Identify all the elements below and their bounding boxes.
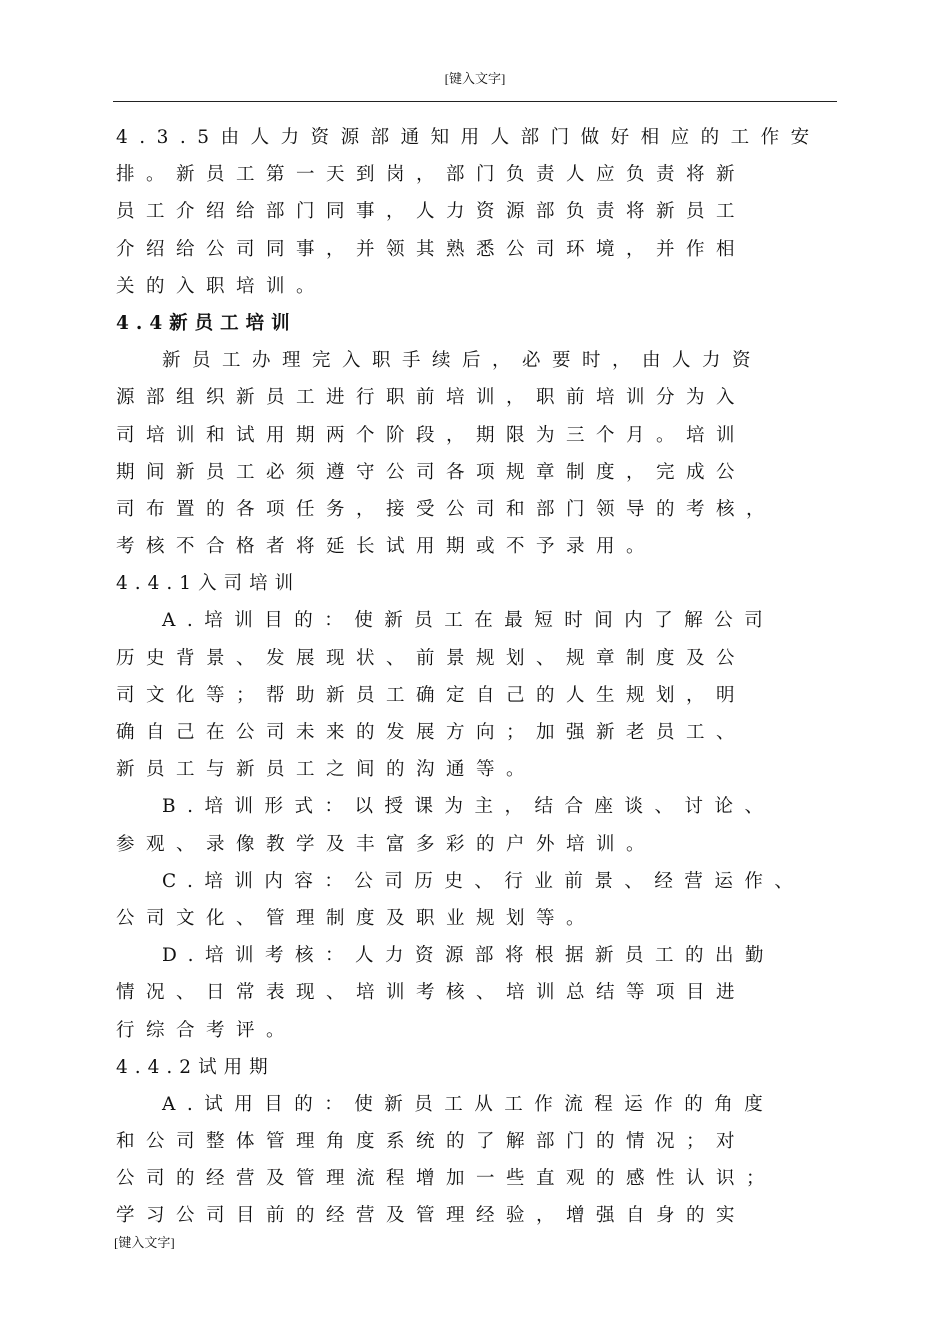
page-footer: [键入文字]: [114, 1235, 175, 1250]
text-line: 公司文化、管理制度及职业规划等。: [116, 907, 597, 929]
text-line: 排。新员工第一天到岗，部门负责人应负责将新: [116, 164, 747, 186]
section-heading: 4.4新员工培训: [116, 312, 297, 334]
subsection-heading: 4.4.1入司培训: [116, 573, 301, 595]
text-line: A.培训目的：使新员工在最短时间内了解公司: [162, 610, 775, 632]
page-header: [键入文字]: [444, 71, 506, 86]
text-line: 员工介绍给部门同事，人力资源部负责将新员工: [116, 201, 747, 223]
text-line: D.培训考核：人力资源部将根据新员工的出勤: [162, 945, 776, 967]
text-line: 源部组织新员工进行职前培训，职前培训分为入: [116, 387, 747, 409]
text-line: 新员工与新员工之间的沟通等。: [116, 759, 537, 781]
text-line: 关的入职培训。: [116, 275, 327, 297]
text-line: 期间新员工必须遵守公司各项规章制度，完成公: [116, 461, 747, 483]
text-line: 历史背景、发展现状、前景规划、规章制度及公: [116, 647, 747, 669]
text-line: A.试用目的：使新员工从工作流程运作的角度: [162, 1093, 775, 1115]
text-line: 司培训和试用期两个阶段，期限为三个月。培训: [116, 424, 747, 446]
text-line: 和公司整体管理角度系统的了解部门的情况；对: [116, 1131, 747, 1153]
text-line: 参观、录像教学及丰富多彩的户外培训。: [116, 833, 657, 855]
document-body: [116, 119, 840, 1235]
header-rule: [113, 101, 837, 102]
text-line: C.培训内容：公司历史、行业前景、经营运作、: [162, 870, 805, 892]
text-line: 确自己在公司未来的发展方向；加强新老员工、: [116, 722, 747, 743]
text-line: 考核不合格者将延长试用期或不予录用。: [116, 536, 657, 558]
text-line: 司布置的各项任务，接受公司和部门领导的考核，: [116, 498, 777, 520]
text-line: 4.3.5由人力资源部通知用人部门做好相应的工作安: [116, 127, 821, 148]
text-line: 新员工办理完入职手续后，必要时，由人力资: [162, 350, 763, 372]
text-line: 行综合考评。: [116, 1019, 297, 1041]
text-line: 司文化等；帮助新员工确定自己的人生规划，明: [116, 684, 747, 706]
text-line: 情况、日常表现、培训考核、培训总结等项目进: [116, 982, 747, 1004]
text-line: B.培训形式：以授课为主，结合座谈、讨论、: [162, 796, 775, 818]
subsection-heading: 4.4.2试用期: [116, 1056, 275, 1078]
text-line: 介绍给公司同事，并领其熟悉公司环境，并作相: [116, 238, 747, 260]
text-line: 公司的经营及管理流程增加一些直观的感性认识；: [116, 1168, 777, 1190]
text-line: 学习公司目前的经营及管理经验，增强自身的实: [116, 1205, 747, 1227]
